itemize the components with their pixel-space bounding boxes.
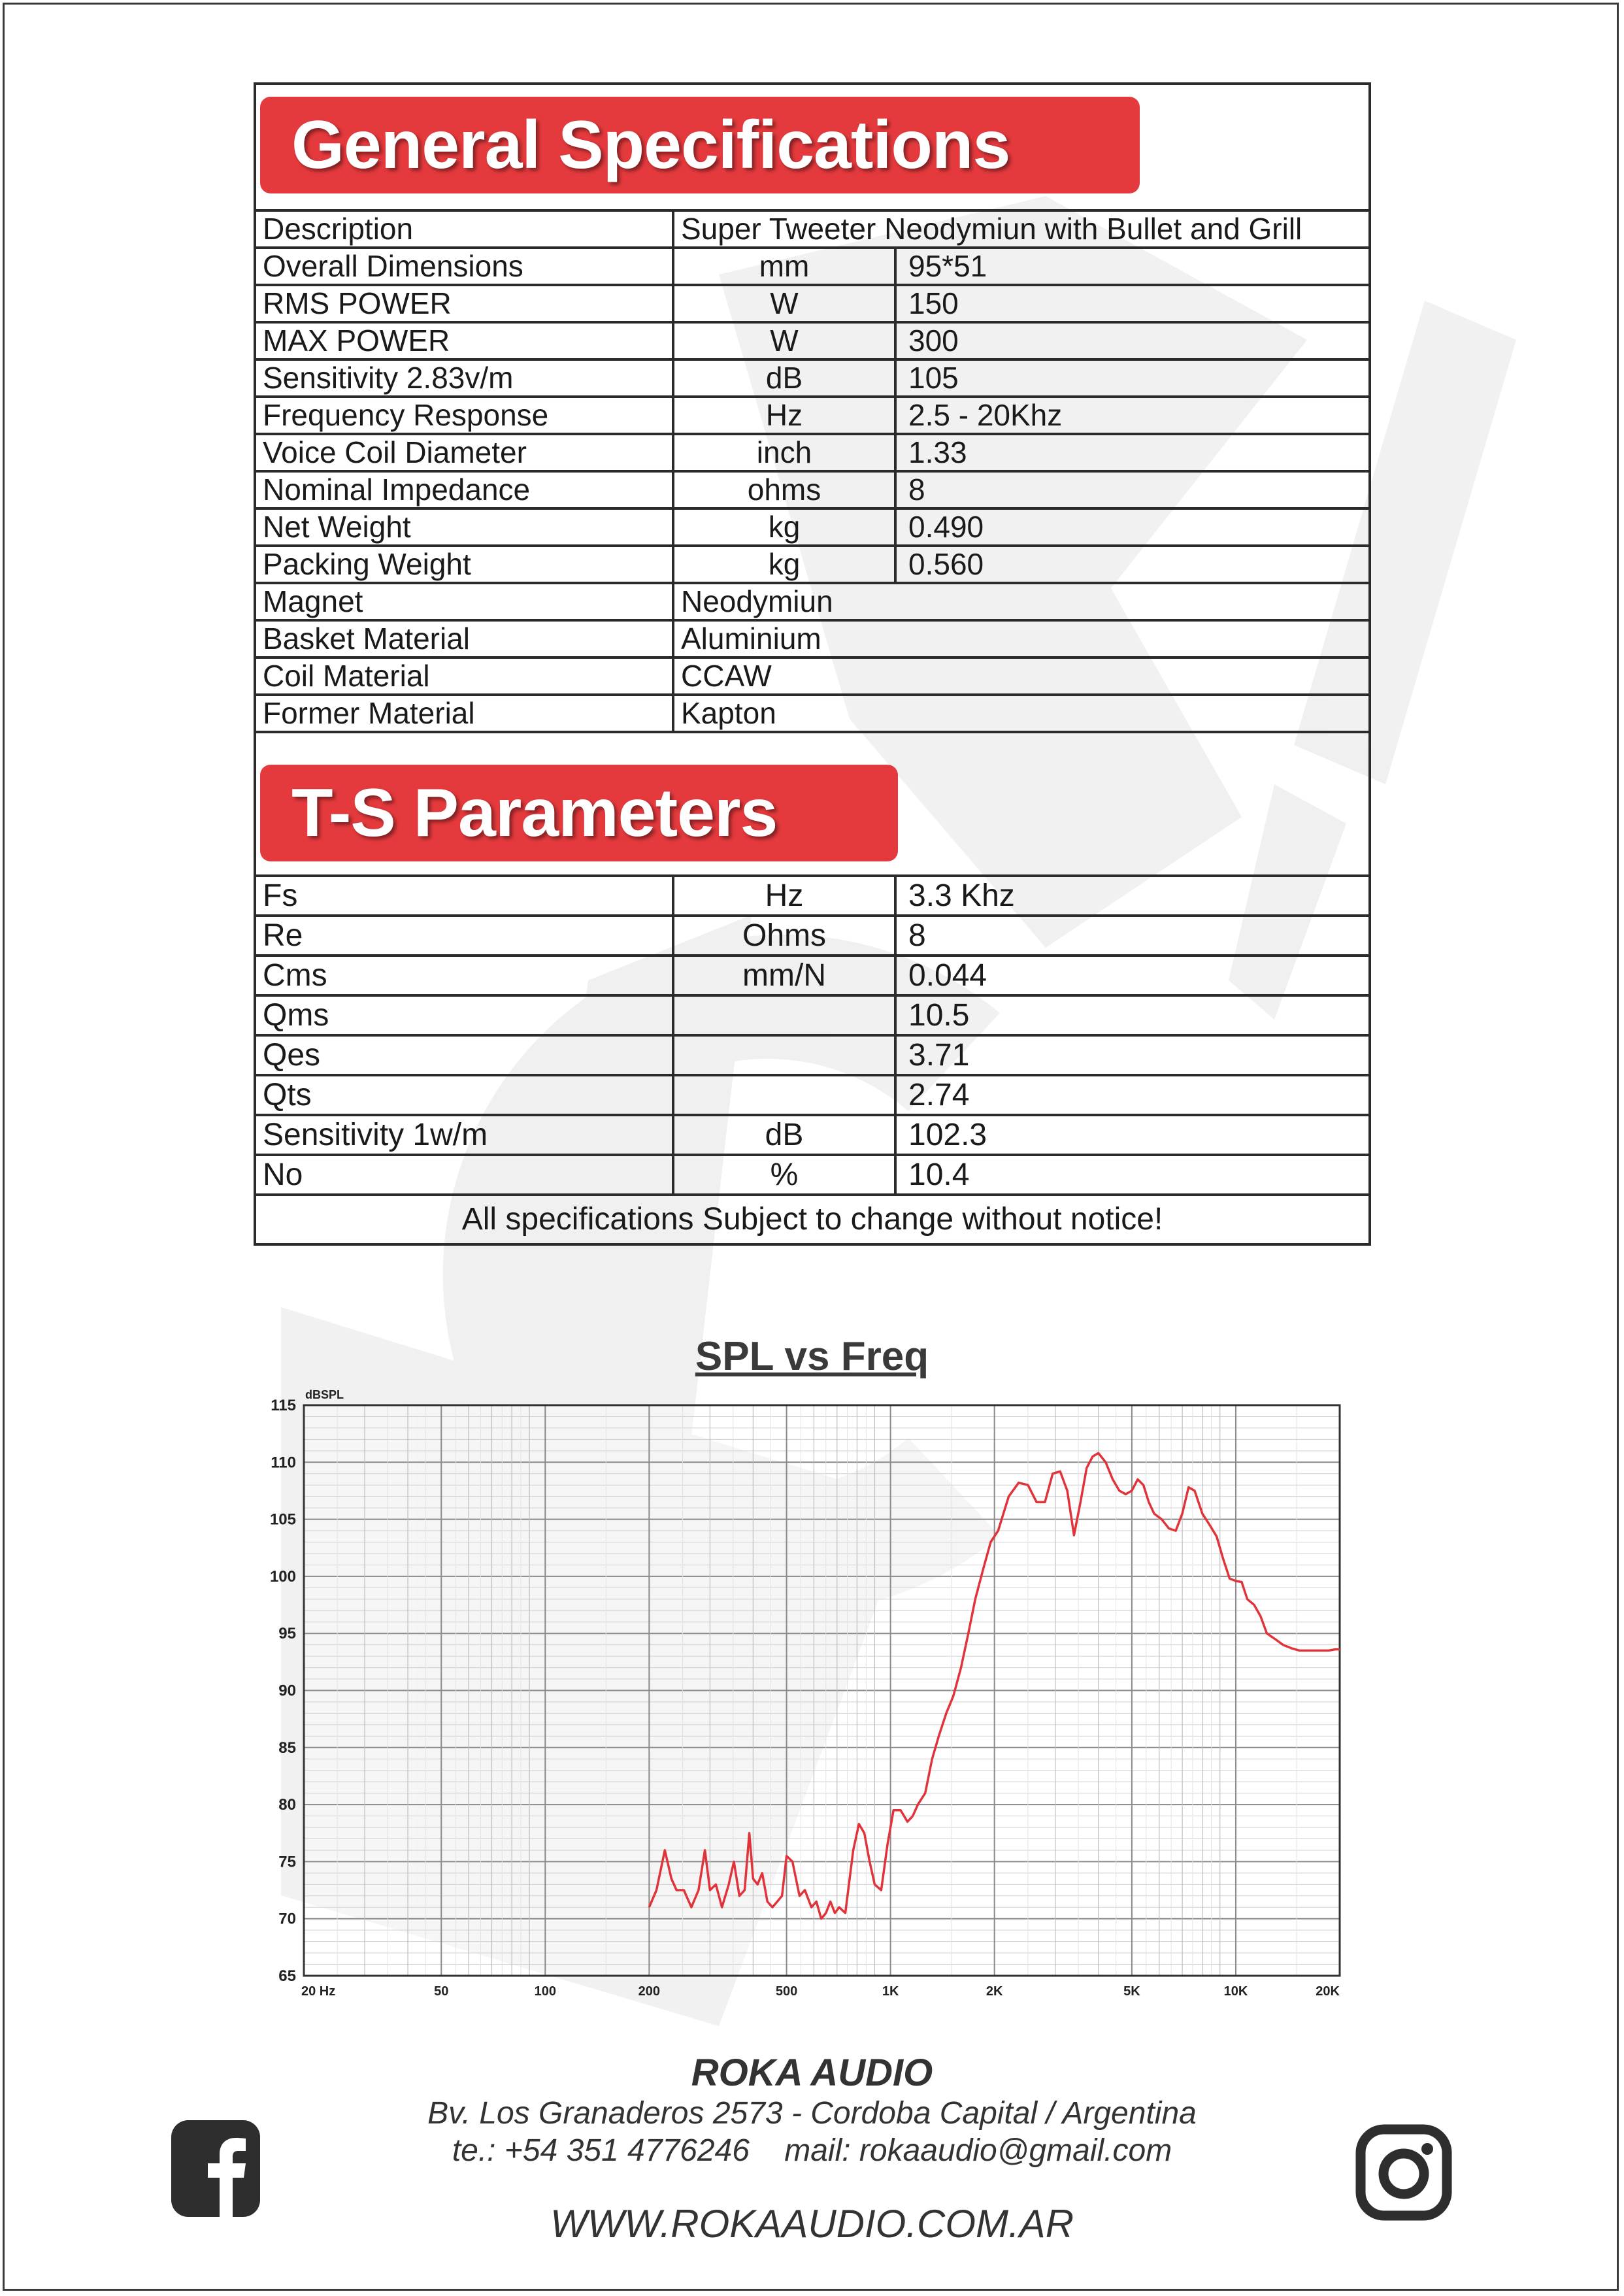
y-tick-label: 95 <box>278 1625 296 1643</box>
ts-param-label: Qes <box>256 1035 673 1075</box>
ts-param-label: No <box>256 1155 673 1193</box>
general-spec-value: 1.33 <box>895 434 1368 471</box>
y-tick-label: 65 <box>278 1967 296 1985</box>
ts-param-unit: Hz <box>673 877 895 916</box>
general-spec-row <box>256 212 1368 248</box>
ts-param-value: 3.71 <box>895 1035 1368 1075</box>
spec-block <box>254 82 1371 1246</box>
general-spec-label: Basket Material <box>256 620 673 657</box>
ts-param-row <box>256 1035 1368 1075</box>
ts-param-unit <box>673 995 895 1035</box>
general-spec-label: Magnet <box>256 583 673 620</box>
y-tick-label: 90 <box>278 1682 296 1700</box>
ts-param-value: 10.5 <box>895 995 1368 1035</box>
ts-param-label: Fs <box>256 877 673 916</box>
ts-param-value: 102.3 <box>895 1115 1368 1155</box>
general-spec-unit: kg <box>673 546 895 583</box>
ts-param-unit: Ohms <box>673 916 895 956</box>
general-spec-label: MAX POWER <box>256 322 673 359</box>
ts-params-table <box>256 877 1368 1193</box>
ts-param-row <box>256 1075 1368 1115</box>
x-tick-label: 2K <box>986 1984 1003 1999</box>
ts-param-unit <box>673 1035 895 1075</box>
y-tick-label: 70 <box>278 1910 296 1928</box>
ts-param-label: Qms <box>256 995 673 1035</box>
ts-param-label: Cms <box>256 956 673 995</box>
general-specs-title: General Specifications <box>260 97 1140 193</box>
x-tick-label: 200 <box>638 1984 661 1999</box>
general-spec-unit: kg <box>673 508 895 546</box>
ts-param-value: 0.044 <box>895 956 1368 995</box>
y-tick-label: 80 <box>278 1796 296 1814</box>
ts-param-row <box>256 1115 1368 1155</box>
ts-param-label: Sensitivity 1w/m <box>256 1115 673 1155</box>
general-spec-row <box>256 397 1368 434</box>
general-spec-row <box>256 695 1368 732</box>
ts-params-title: T-S Parameters <box>260 765 898 861</box>
general-spec-value: 2.5 - 20Khz <box>895 397 1368 434</box>
general-spec-value: 105 <box>895 359 1368 397</box>
general-spec-value: 0.560 <box>895 546 1368 583</box>
y-axis-label: dBSPL <box>305 1388 344 1401</box>
general-spec-row <box>256 322 1368 359</box>
ts-param-label: Re <box>256 916 673 956</box>
ts-params-header <box>256 733 1368 877</box>
general-spec-label: Coil Material <box>256 657 673 695</box>
chart-title: SPL vs Freq <box>695 1334 929 1379</box>
general-spec-unit: mm <box>673 248 895 285</box>
general-spec-unit: ohms <box>673 471 895 508</box>
general-spec-row <box>256 248 1368 285</box>
y-tick-label: 105 <box>269 1510 296 1529</box>
ts-param-unit: dB <box>673 1115 895 1155</box>
ts-param-row <box>256 995 1368 1035</box>
general-specs-table <box>256 212 1368 733</box>
ts-param-value: 8 <box>895 916 1368 956</box>
ts-param-row <box>256 916 1368 956</box>
general-specs-header <box>256 85 1368 212</box>
general-spec-row <box>256 471 1368 508</box>
general-spec-value: 8 <box>895 471 1368 508</box>
general-spec-row <box>256 620 1368 657</box>
general-spec-unit: inch <box>673 434 895 471</box>
general-spec-value: Aluminium <box>673 620 1368 657</box>
ts-param-unit: mm/N <box>673 956 895 995</box>
brand-name: ROKA AUDIO <box>691 2052 933 2094</box>
general-spec-label: Frequency Response <box>256 397 673 434</box>
general-spec-label: Overall Dimensions <box>256 248 673 285</box>
x-tick-label: 20 Hz <box>301 1984 336 1999</box>
general-spec-unit: W <box>673 322 895 359</box>
general-spec-row <box>256 359 1368 397</box>
instagram-icon[interactable] <box>1355 2124 1452 2221</box>
contact-info: te.: +54 351 4776246 mail: rokaaudio@gmail.com <box>452 2133 1172 2168</box>
disclaimer-notice: All specifications Subject to change without notice! <box>256 1193 1368 1243</box>
x-tick-label: 20K <box>1316 1984 1340 1999</box>
general-spec-label: Former Material <box>256 695 673 732</box>
general-spec-row <box>256 546 1368 583</box>
x-tick-label: 500 <box>775 1984 798 1999</box>
general-spec-row <box>256 583 1368 620</box>
x-tick-label: 100 <box>534 1984 556 1999</box>
general-spec-row <box>256 657 1368 695</box>
y-tick-label: 100 <box>269 1567 296 1586</box>
general-spec-row <box>256 434 1368 471</box>
y-tick-label: 115 <box>271 1397 296 1414</box>
general-spec-value: 0.490 <box>895 508 1368 546</box>
x-tick-label: 5K <box>1123 1984 1140 1999</box>
general-spec-value: 150 <box>895 285 1368 322</box>
ts-param-value: 3.3 Khz <box>895 877 1368 916</box>
y-tick-label: 85 <box>278 1739 296 1757</box>
general-spec-value: Kapton <box>673 695 1368 732</box>
general-spec-value: Neodymiun <box>673 583 1368 620</box>
x-tick-label: 50 <box>434 1984 449 1999</box>
general-spec-label: RMS POWER <box>256 285 673 322</box>
y-tick-label: 75 <box>278 1853 296 1871</box>
x-tick-label: 10K <box>1223 1984 1248 1999</box>
general-spec-unit: Hz <box>673 397 895 434</box>
ts-param-row <box>256 1155 1368 1193</box>
general-spec-label: Description <box>256 212 673 248</box>
general-spec-value: 300 <box>895 322 1368 359</box>
ts-param-row <box>256 877 1368 916</box>
ts-param-value: 10.4 <box>895 1155 1368 1193</box>
x-tick-label: 1K <box>882 1984 899 1999</box>
facebook-icon[interactable] <box>171 2120 260 2217</box>
general-spec-row <box>256 285 1368 322</box>
general-spec-label: Net Weight <box>256 508 673 546</box>
general-spec-label: Packing Weight <box>256 546 673 583</box>
website-link[interactable]: WWW.ROKAAUDIO.COM.AR <box>550 2202 1074 2246</box>
general-spec-label: Voice Coil Diameter <box>256 434 673 471</box>
y-tick-label: 110 <box>271 1454 296 1472</box>
general-spec-value: Super Tweeter Neodymiun with Bullet and Grill <box>673 212 1368 248</box>
general-spec-unit: W <box>673 285 895 322</box>
address: Bv. Los Granaderos 2573 - Cordoba Capital / Argentina <box>427 2096 1197 2131</box>
ts-param-row <box>256 956 1368 995</box>
ts-param-unit <box>673 1075 895 1115</box>
general-spec-unit: dB <box>673 359 895 397</box>
general-spec-label: Sensitivity 2.83v/m <box>256 359 673 397</box>
general-spec-row <box>256 508 1368 546</box>
ts-param-label: Qts <box>256 1075 673 1115</box>
ts-param-unit: % <box>673 1155 895 1193</box>
general-spec-value: CCAW <box>673 657 1368 695</box>
general-spec-label: Nominal Impedance <box>256 471 673 508</box>
ts-param-value: 2.74 <box>895 1075 1368 1115</box>
general-spec-value: 95*51 <box>895 248 1368 285</box>
spl-chart <box>248 1379 1353 2000</box>
